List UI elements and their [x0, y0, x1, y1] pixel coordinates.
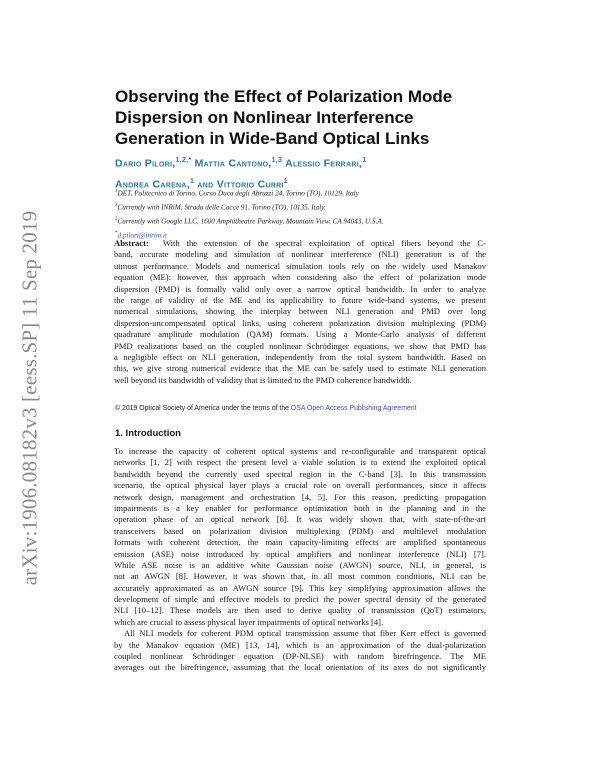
- author-and: and: [197, 178, 214, 190]
- title-line: Observing the Effect of Polarization Mode: [115, 87, 453, 106]
- affiliation: $^3$Currently with Google LLC, 1600 Amphitheatre Parkway, Mountain View, CA 94043, U.S.A.: [115, 216, 384, 226]
- license-link[interactable]: OSA Open Access Publishing Agreement: [290, 405, 417, 412]
- body-line: scenario, the optical physical layer plays a crucial role on overall performances, since it affects: [114, 480, 486, 491]
- abstract-line: equation (ME): however, this approach when considering also the effect of polarization mode: [114, 272, 486, 283]
- author-sup: 1: [189, 177, 195, 185]
- body-line: bandwidth beyond the currently used spectral region in the C-band [3]. In this transmission: [114, 468, 486, 479]
- abstract-line: quadrature amplitude modulation (QAM) formats. Using a Monte-Carlo analysis of different: [114, 329, 486, 340]
- abstract-line: the range of validity of the ME and its applicability to future wide-band systems, we present: [114, 294, 486, 305]
- abstract-line: this, we give strong numerical evidence that the ME can be safely used to estimate NLI generation: [114, 363, 486, 374]
- abstract-line: numerical simulations, showing the interplay between NLI generation and PMD over long: [114, 306, 486, 317]
- abstract-line: dispersion (PMD) is formally valid only over a narrow optical bandwidth. In order to analyze: [114, 283, 486, 294]
- author-sup: 1: [362, 157, 367, 164]
- affiliations: [115, 186, 495, 242]
- abstract-line: a negligible effect on NLI generation, independently from the total system bandwidth. Based on: [114, 351, 486, 362]
- body-line: averages out the birefringence, assuming that the local orientation of its axes do not significantly: [114, 662, 486, 673]
- introduction-body: [114, 446, 486, 674]
- author-sup: 1,3: [271, 157, 283, 164]
- paper-title: [115, 86, 495, 149]
- abstract-line: PMD realizations based on the coupled nonlinear Schrödinger equations, we show that PMD has: [114, 340, 486, 351]
- body-line: To increase the capacity of coherent optical systems and re-configurable and transparent optical: [114, 446, 486, 456]
- affiliation: $^2$Currently with INRiM, Strada delle Cacce 91, Torino (TO), 10135, Italy.: [115, 202, 326, 212]
- copyright-notice: © 2019 Optical Society of America under the terms of the OSA Open Access Publishing Agreement: [115, 405, 417, 412]
- body-line: network design, management and orchestration [4, 5]. For this reason, predicting propagation: [114, 491, 486, 502]
- abstract-line: utmost performance. Models and numerical simulation tools rely on the widely used Manakov: [114, 260, 486, 271]
- abstract-line: well beyond its bandwidth of validity that is limited to the PMD coherence bandwidth.: [114, 374, 412, 385]
- title-line: Generation in Wide-Band Optical Links: [115, 129, 430, 148]
- body-line: All NLI models for coherent PDM optical transmission assume that fiber Kerr effect is governed: [124, 628, 486, 639]
- abstract-line: Abstract: With the extension of the spectral exploitation of optical fibers beyond the C-: [114, 238, 486, 248]
- body-line: coupled nonlinear Schrödinger equation (DP-NLSE) with random birefringence. The ME: [114, 651, 486, 662]
- contact-email: *d.pilori@inrim.it: [115, 230, 167, 240]
- arxiv-identifier: arXiv:1906.08182v3 [eess.SP] 11 Sep 2019: [17, 210, 42, 586]
- email-link[interactable]: d.pilori@inrim.it: [117, 231, 167, 240]
- body-line: which are crucial to assess physical layer impairments of optical networks [4].: [114, 616, 384, 627]
- abstract-line: band, accurate modeling and simulation of nonlinear interference (NLI) generation is of the: [114, 249, 486, 260]
- body-line: networks [1, 2] with respect the present level a viable solution is to extend the exploited optical: [114, 457, 486, 468]
- body-line: impairments is a key enabler for performance optimization both in the planning and in the: [114, 502, 486, 513]
- body-line: transceivers based on polarization division multiplexing (PDM) and multilevel modulation: [114, 525, 486, 536]
- body-line: While ASE noise is an additive white Gaussian noise (AWGN) source, NLI, in general, is: [114, 559, 486, 570]
- abstract: [114, 238, 486, 386]
- section-heading: 1. Introduction: [115, 428, 181, 439]
- body-line: NLI [10–12]. These models are then used to derive quality of transmission (QoT) estimators,: [114, 605, 486, 616]
- body-line: operation phase of an optical network [6]. It was widely shown that, with state-of-the-art: [114, 514, 486, 525]
- author: Alessio Ferrari,: [285, 157, 363, 170]
- title-line: Dispersion on Nonlinear Interference: [115, 108, 414, 127]
- body-line: emission (ASE) noise introduced by optical amplifiers and nonlinear interference (NLI) [7].: [114, 548, 486, 559]
- author: Vittorio Curri: [216, 178, 284, 190]
- author: Andrea Carena,: [115, 178, 190, 190]
- abstract-line: dispersion-uncompensated optical links, using coherent polarization division multiplexing (PDM): [114, 317, 486, 328]
- author-sup: 1,2,*: [175, 157, 192, 164]
- body-line: accurately approximated as an AWGN source [9]. This key simplifying approximation allows the: [114, 582, 486, 593]
- body-line: not an AWGN [8]. However, it was shown that, in all most common conditions, NLI can be: [114, 571, 486, 582]
- body-line: development of simple and effective models to predict the power spectral density of the generated: [114, 594, 486, 605]
- author: Mattia Cantono,: [194, 157, 272, 170]
- abstract-label: Abstract:: [114, 238, 149, 248]
- affiliation: $^1$DET, Politecnico di Torino, Corso Duca degli Abruzzi 24, Torino (TO), 10129, Italy: [115, 189, 359, 198]
- author-sup: 1: [283, 177, 288, 185]
- body-line: by the Manakov equation (ME) [13, 14], which is an approximation of the dual-polarization: [114, 639, 486, 650]
- author: Dario Pilori,: [115, 157, 176, 170]
- body-line: formats with coherent detection, the main capacity-limiting effects are amplified spontaneous: [114, 537, 486, 548]
